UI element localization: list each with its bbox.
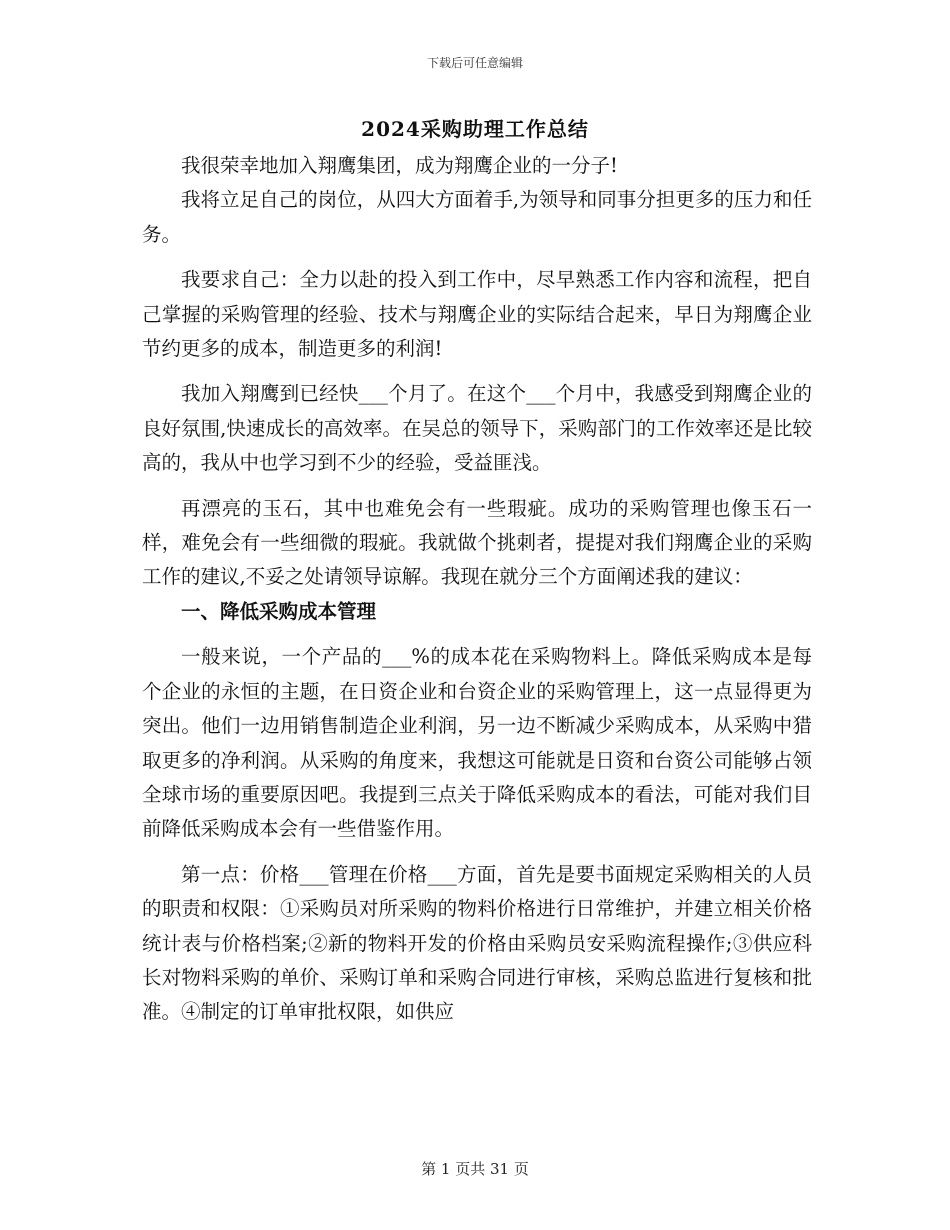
paragraph-commitment: 我将立足自己的岗位，从四大方面着手,为领导和同事分担更多的压力和任务。 — [142, 188, 812, 246]
document-body — [142, 149, 812, 1030]
document-title: 2024采购助理工作总结 — [361, 117, 589, 141]
paragraph-self-requirement: 我要求自己：全力以赴的投入到工作中，尽早熟悉工作内容和流程，把自己掌握的采购管理的经验、技术与翔鹰企业的实际结合起来，早日为翔鹰企业节约更多的成本，制造更多的利润! — [142, 268, 812, 361]
paragraph-intro: 我很荣幸地加入翔鹰集团，成为翔鹰企业的一分子! — [181, 154, 618, 177]
paragraph-price-management: 第一点：价格___管理在价格___方面，首先是要书面规定采购相关的人员的职责和权限：①采购员对所采购的物料价格进行日常维护，并建立相关价格统计表与价格档案;②新的物料开发的价格由采购员安采购流程操作;③供应科长对物料采购的单价、采购订单和采购合同进行审核，采购总监进行复核和批准。④制定的订单审批权限，如供应 — [142, 862, 812, 1024]
section-heading: 一、降低采购成本管理 — [181, 599, 377, 623]
page-number: 第 1 页共 31 页 — [421, 1160, 529, 1178]
header-note: 下载后可任意编辑 — [426, 56, 523, 70]
paragraph-suggestions: 再漂亮的玉石，其中也难免会有一些瑕疵。成功的采购管理也像玉石一样，难免会有一些细微的瑕疵。我就做个挑刺者，提提对我们翔鹰企业的采购工作的建议,不妥之处请领导谅解。我现在就分三个方面阐述我的建议： — [142, 496, 812, 589]
paragraph-cost-overview: 一般来说，一个产品的___%的成本花在采购物料上。降低采购成本是每个企业的永恒的主题，在日资企业和台资企业的采购管理上，这一点显得更为突出。他们一边用销售制造企业利润，另一边不断减少采购成本，从采购中猎取更多的净利润。从采购的角度来，我想这可能就是日资和台资公司能够占领全球市场的重要原因吧。我提到三点关于降低采购成本的看法，可能对我们目前降低采购成本会有一些借鉴作用。 — [142, 645, 812, 841]
paragraph-experience: 我加入翔鹰到已经快___个月了。在这个___个月中，我感受到翔鹰企业的良好氛围,快速成长的高效率。在吴总的领导下，采购部门的工作效率还是比较高的，我从中也学习到不少的经验，受益匪浅。 — [142, 382, 812, 475]
